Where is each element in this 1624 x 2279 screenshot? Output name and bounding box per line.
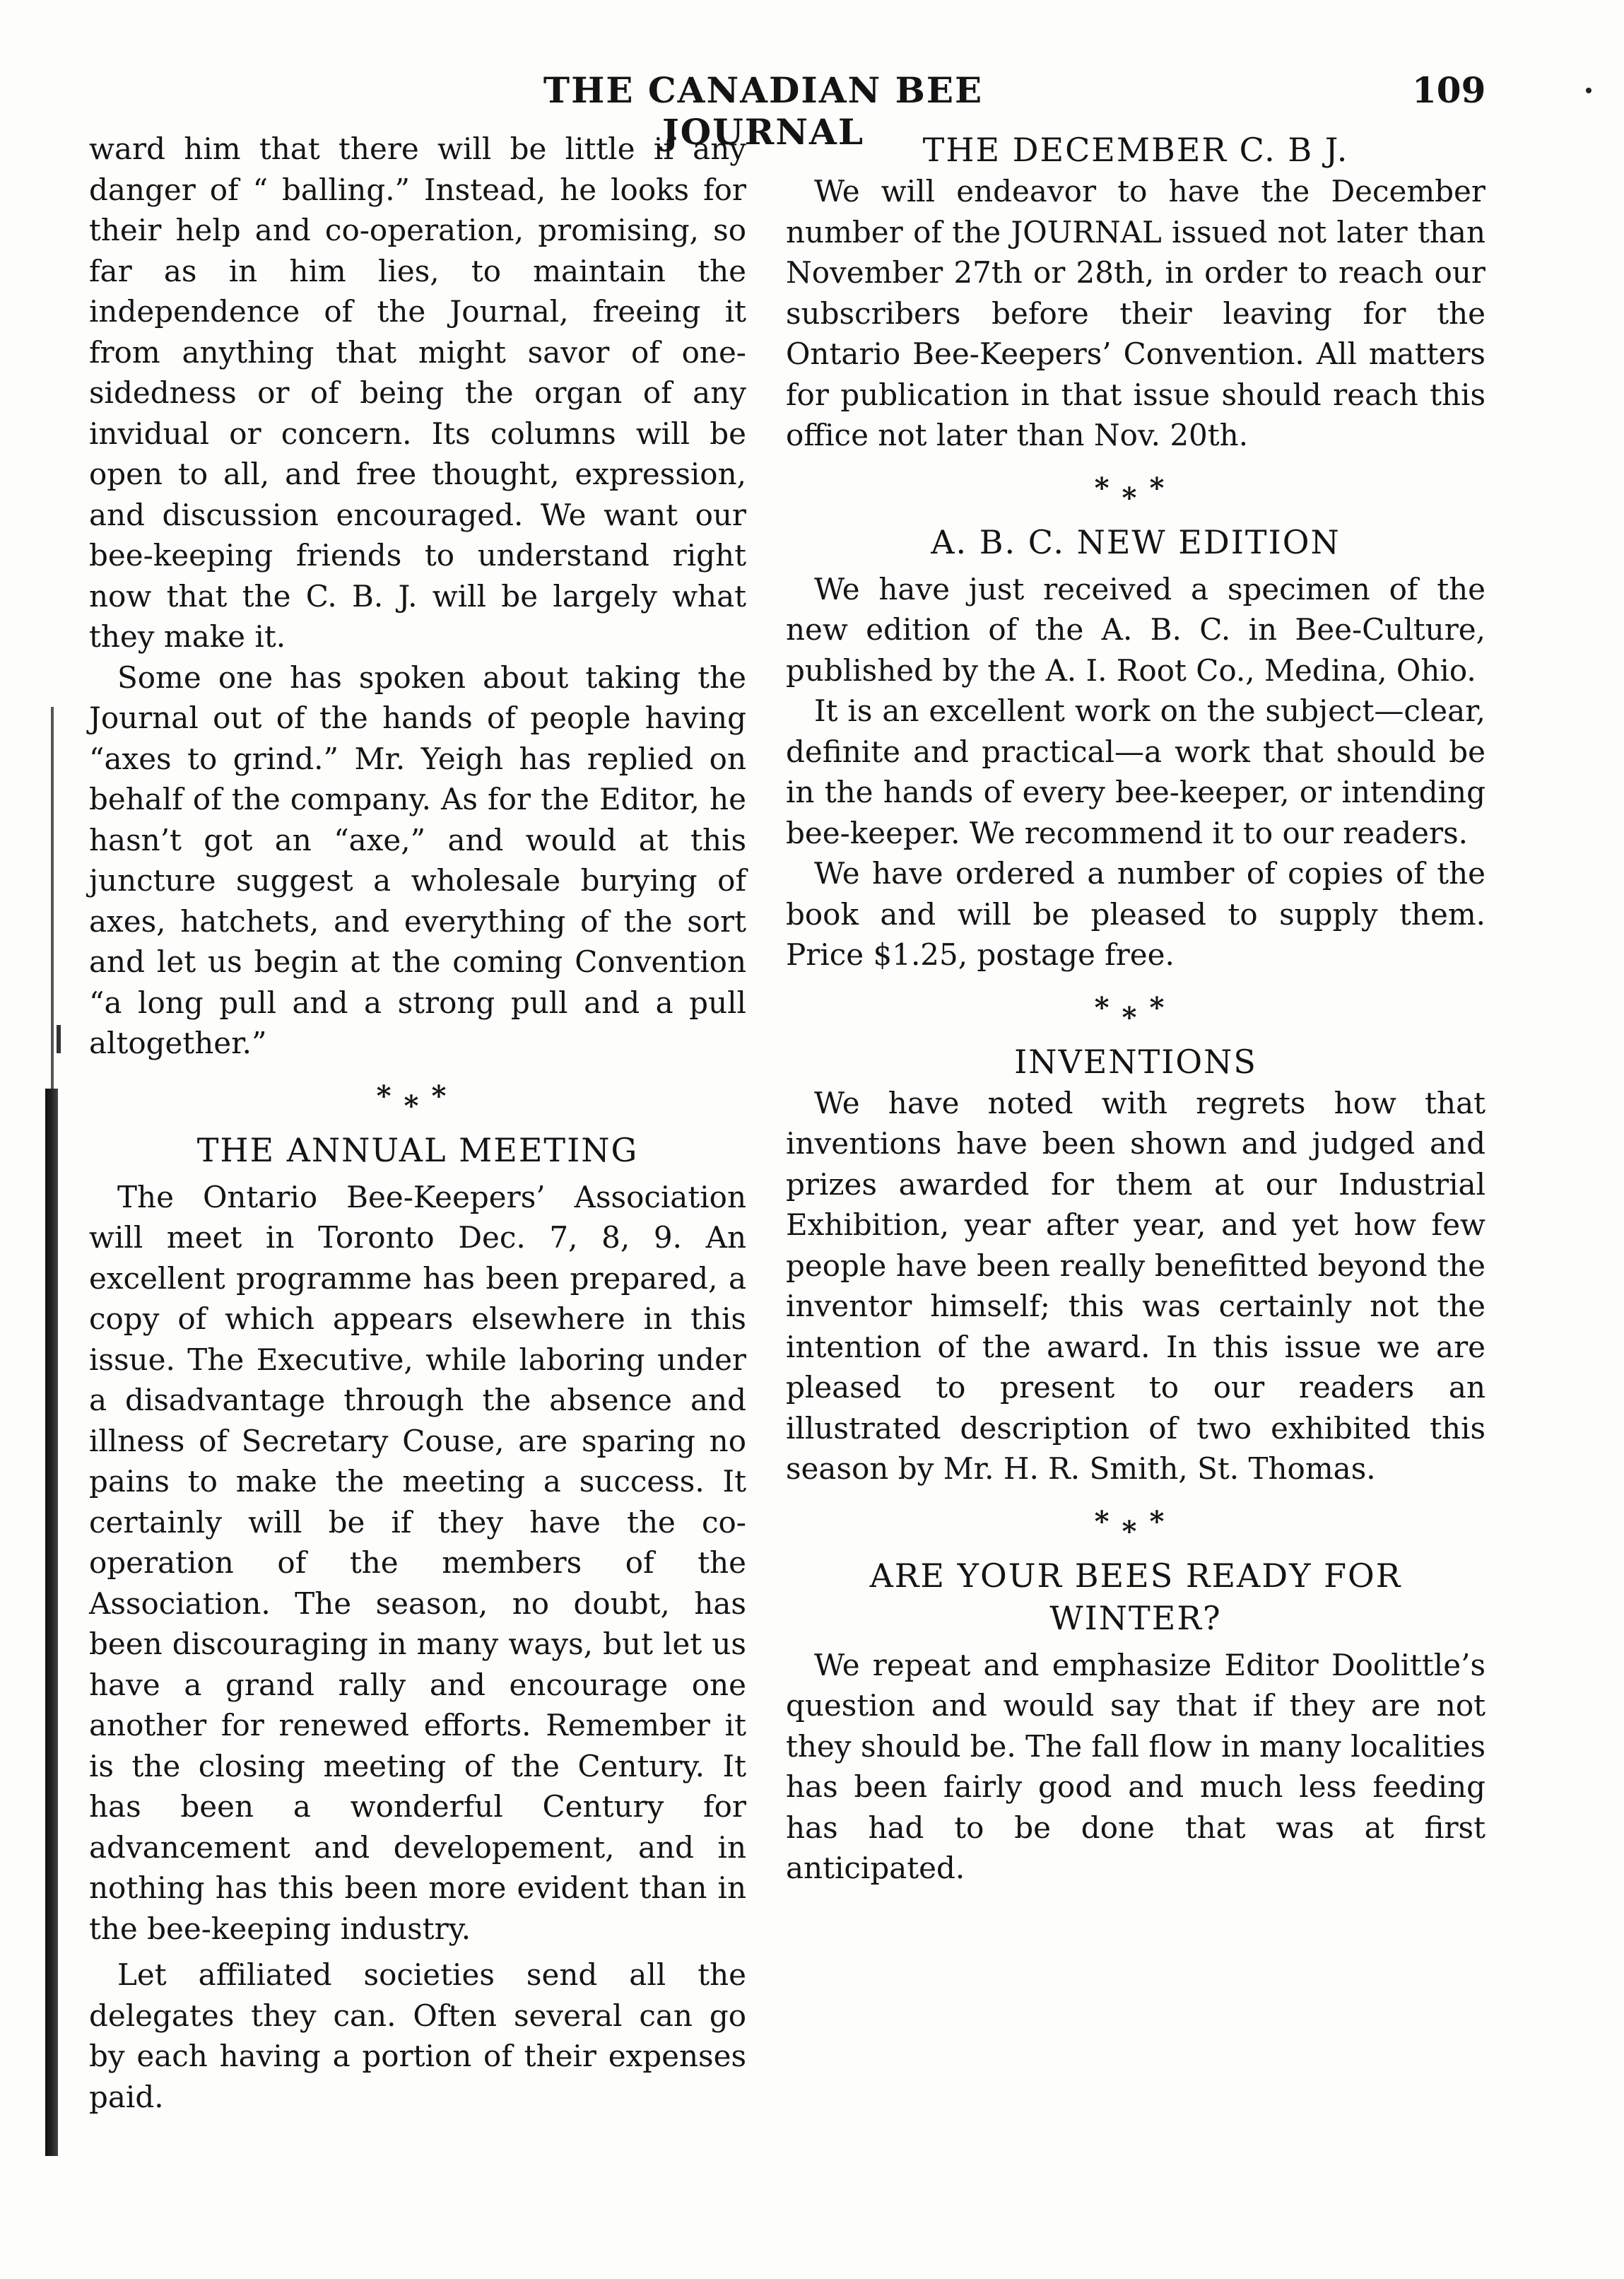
binding-edge-line <box>51 707 54 1089</box>
section-separator <box>786 976 1485 1041</box>
inventions-heading: INVENTIONS <box>1014 1042 1257 1081</box>
continued-paragraph: ward him that there will be little if any danger of “ balling.” Instead, he looks for their help and co-operation, promising, so far as in him lies, to maintain the independence of the Journal, freeing it from anything that might savor of one-sidedness or of being the organ of any invidual or concern. Its columns will be open to all, and free thought, expression, and discussion encouraged. We want our bee-keeping friends to understand right now that the C. B. J. will be largely what they make it. <box>89 131 746 654</box>
abc-paragraph-2: It is an excellent work on the subject—clear, definite and practical—a work that should be in the hands of every bee-keeper, or intending bee-keeper. We recommend it to our readers. <box>786 693 1485 850</box>
bees-ready-paragraph: We repeat and emphasize Editor Doolittle’s question and would say that if they are not they should be. The fall flow in many localities has been fairly good and much less feeding has had to be done that was at first anticipated. <box>786 1647 1485 1885</box>
separator-star: * <box>1149 471 1177 505</box>
december-paragraph: We will endeavor to have the December number of the JOURNAL issued not later than November 27th or 28th, in order to reach our subscribers before their leaving for the Ontario Bee-Keepers’ Convention. All matters for publication in that issue should reach this office not later than Nov. 20th. <box>786 174 1485 452</box>
affiliated-societies-paragraph: Let affiliated societies send all the delegates they can. Often several can go by each having a portion of their expenses paid. <box>89 1957 746 2114</box>
binding-speck <box>57 1025 61 1053</box>
section-separator <box>89 1064 746 1129</box>
separator-star: * <box>1149 1505 1177 1538</box>
separator-star: * <box>431 1079 459 1113</box>
abc-paragraph-3: We have ordered a number of copies of the book and will be pleased to supply them. Price $1.25, postage free. <box>786 856 1485 972</box>
inventions-paragraph: We have noted with regrets how that inventions have been shown and judged and prizes awarded for them at our Industrial Exhibition, year after year, and yet how few people have been really benefitted beyond the inventor himself; this was certainly not the intention of the award. In this issue we are pleased to present to our readers an illustrated description of two exhibited this season by Mr. H. R. Smith, St. Thomas. <box>786 1085 1485 1486</box>
section-separator <box>786 456 1485 521</box>
separator-star: * <box>1122 481 1150 515</box>
axes-paragraph: Some one has spoken about taking the Journal out of the hands of people having “axes to grind.” Mr. Yeigh has replied on behalf of the company. As for the Editor, he hasn’t got an “axe,” and would at this juncture suggest a wholesale burying of axes, hatchets, and everything of the sort and let us begin at the coming Convention “a long pull and a strong pull and a pull altogether.” <box>89 660 746 1060</box>
annual-meeting-paragraph: The Ontario Bee-Keepers’ Association will meet in Toronto Dec. 7, 8, 9. An excellent programme has been prepared, a copy of which appears elsewhere in this issue. The Executive, while laboring under a disadvantage through the absence and illness of Secretary Couse, are sparing no pains to make the meeting a success. It certainly will be if they have the co-operation of the members of the Association. The season, no doubt, has been discouraging in many ways, but let us have a grand rally and encourage one another for renewed efforts. Remember it is the closing meeting of the Century. It has been a wonderful Century for advancement and developement, and in nothing has this been more evident than in the bee-keeping industry. <box>89 1179 746 1946</box>
abc-paragraph-1: We have just received a specimen of the new edition of the A. B. C. in Bee-Culture, published by the A. I. Root Co., Medina, Ohio. <box>786 571 1485 688</box>
separator-star: * <box>1122 1515 1150 1548</box>
separator-star: * <box>1094 991 1122 1024</box>
abc-heading: A. B. C. NEW EDITION <box>931 522 1341 561</box>
left-column <box>89 129 746 2117</box>
separator-star: * <box>1094 1505 1122 1538</box>
bees-ready-heading: ARE YOUR BEES READY FOR WINTER? <box>869 1556 1402 1637</box>
separator-star: * <box>1149 991 1177 1024</box>
separator-star: * <box>376 1079 404 1113</box>
separator-star: * <box>1122 1001 1150 1034</box>
separator-star: * <box>1094 471 1122 505</box>
binding-edge-shadow <box>45 1089 58 2156</box>
separator-star: * <box>404 1089 432 1123</box>
section-separator <box>786 1489 1485 1554</box>
print-speck <box>1586 88 1591 93</box>
annual-meeting-heading: THE ANNUAL MEETING <box>196 1130 639 1169</box>
december-heading: THE DECEMBER C. B J. <box>922 131 1349 169</box>
page-number: 109 <box>1412 69 1486 111</box>
right-column <box>786 129 1485 1889</box>
journal-title: THE CANADIAN BEE JOURNAL <box>543 69 984 153</box>
